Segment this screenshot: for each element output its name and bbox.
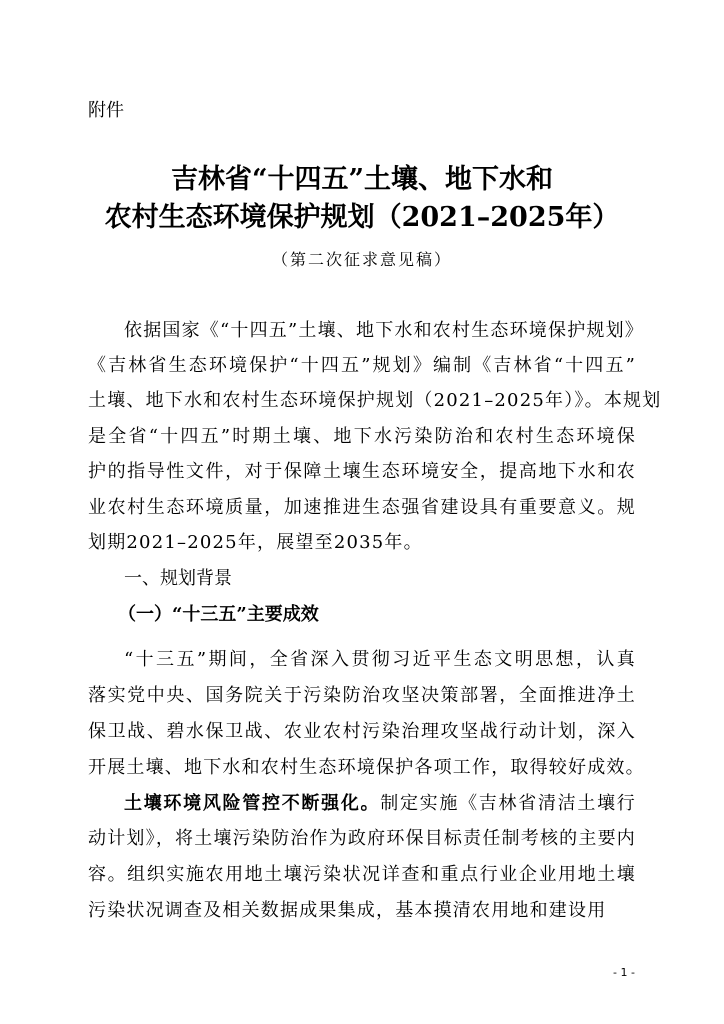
intro-line: 业农村生态环境质量，加速推进生态强省建设具有重要意义。规 — [88, 497, 636, 518]
body-line: 污染状况调查及相关数据成果集成，基本摸清农用地和建设用 — [88, 900, 607, 921]
subsection-heading: （一）“十三五”主要成效 — [118, 604, 319, 625]
body-line: “十三五”期间，全省深入贯彻习近平生态文明思想，认真 — [124, 649, 636, 670]
intro-line: 护的指导性文件，对于保障土壤生态环境安全，提高地下水和农 — [88, 461, 636, 482]
intro-line: 依据国家《“十四五”土壤、地下水和农村生态环境保护规划》 — [124, 320, 645, 341]
document-title-line-2: 农村生态环境保护规划（2021–2025年） — [104, 202, 620, 233]
body-line: 动计划》，将土壤污染防治作为政府环保目标责任制考核的主要内 — [88, 828, 636, 849]
attachment-label: 附件 — [88, 100, 124, 121]
body-line: 开展土壤、地下水和农村生态环境保护各项工作，取得较好成效。 — [88, 757, 645, 778]
body-line: 容。组织实施农用地土壤污染状况详查和重点行业企业用地土壤 — [88, 864, 636, 885]
emphasis-text: 土壤环境风险管控不断强化。 — [124, 793, 381, 814]
document-subtitle: （第二次征求意见稿） — [271, 250, 452, 269]
section-heading: 一、规划背景 — [124, 568, 232, 589]
body-line — [124, 794, 636, 814]
body-line: 保卫战、碧水保卫战、农业农村污染治理攻坚战行动计划，深入 — [88, 721, 636, 742]
body-line: 落实党中央、国务院关于污染防治攻坚决策部署，全面推进净土 — [88, 685, 636, 706]
intro-line: 是全省“十四五”时期土壤、地下水污染防治和农村生态环境保 — [88, 426, 636, 447]
intro-line: 划期2021–2025年，展望至2035年。 — [88, 532, 423, 553]
document-title-line-1: 吉林省“十四五”土壤、地下水和 — [170, 164, 554, 195]
intro-line: 《吉林省生态环境保护“十四五”规划》编制《吉林省“十四五” — [88, 355, 636, 376]
intro-line: 土壤、地下水和农村生态环境保护规划（2021–2025年）》。本规划 — [88, 390, 662, 411]
body-text: 制定实施《吉林省清洁土壤行 — [380, 793, 636, 814]
page-number: - 1 - — [613, 966, 635, 979]
